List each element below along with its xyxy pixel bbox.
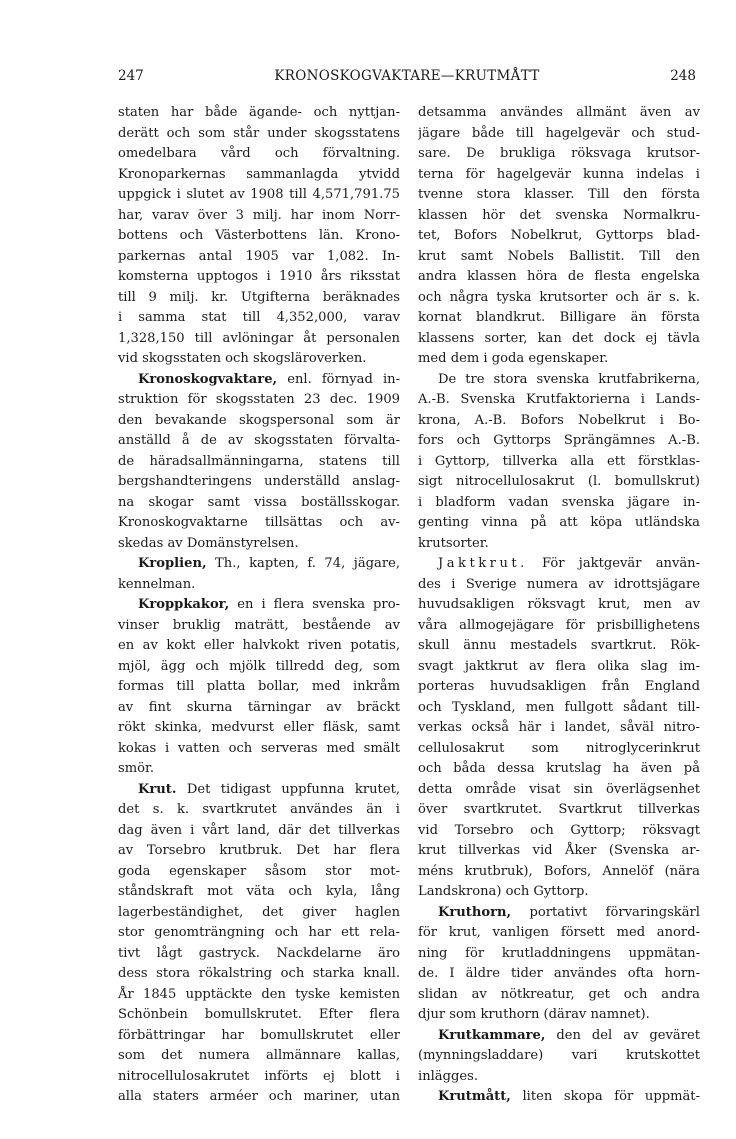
text-line bbox=[418, 1005, 700, 1026]
line-text: klassen hör det svenska Normalkru- bbox=[418, 207, 700, 223]
line-text: parkernas antal 1905 var 1,082. In- bbox=[118, 248, 400, 264]
line-text: förbättringar har bomullskrutet eller bbox=[118, 1027, 400, 1043]
text-line bbox=[118, 185, 400, 206]
entry-headword: Krutmått, bbox=[438, 1089, 511, 1104]
text-line bbox=[118, 144, 400, 165]
line-text: Det tidigast uppfunna krutet, bbox=[176, 781, 400, 797]
line-text: över svartkrutet. Svartkrut tillverkas bbox=[418, 802, 700, 817]
line-text: 1,328,150 till avlöningar åt personalen bbox=[118, 330, 400, 346]
entry-headword: Kroppkakor, bbox=[138, 597, 230, 612]
line-text: (mynningsladdare) vari krutskottet bbox=[418, 1048, 700, 1063]
text-line bbox=[118, 103, 400, 124]
line-text: vid Torsebro och Gyttorp; röksvagt bbox=[418, 822, 700, 838]
line-text: av Torsebro krutbruk. Det har flera bbox=[118, 843, 400, 858]
line-text: de häradsallmänningarna, statens till bbox=[118, 453, 400, 469]
entry-headword: Kroplien, bbox=[138, 556, 207, 571]
line-text: mjöl, ägg och mjölk tillredd deg, som bbox=[118, 658, 400, 674]
text-line bbox=[418, 985, 700, 1006]
line-text: för krut, vanligen försett med anord- bbox=[418, 925, 700, 940]
entry-headword: Kruthorn, bbox=[438, 904, 512, 920]
text-line bbox=[118, 493, 400, 514]
text-line bbox=[418, 923, 700, 944]
text-line bbox=[418, 288, 700, 309]
text-line bbox=[418, 431, 700, 452]
line-text: bottens och Västerbottens län. Krono- bbox=[118, 228, 400, 243]
line-text: ståndskraft mot väta och kyla, lång bbox=[118, 884, 400, 899]
line-text: Landskrona) och Gyttorp. bbox=[418, 884, 589, 899]
line-text: des i Sverige numera av idrottsjägare bbox=[418, 576, 700, 592]
line-text: Kronoparkernas sammanlagda ytvidd bbox=[118, 166, 400, 182]
line-text: porteras huvudsakligen från England bbox=[418, 679, 700, 694]
line-text: verkas också här i landet, såväl nitro- bbox=[418, 720, 700, 735]
line-text: i samma stat till 4,352,000, varav bbox=[118, 310, 400, 325]
line-text: det s. k. svartkrutet användes än i bbox=[118, 802, 400, 817]
line-text: andra klassen höra de flesta engelska bbox=[418, 269, 700, 284]
line-text: För jaktgevär använ- bbox=[527, 556, 700, 571]
line-text: formas till platta bollar, med inkråm bbox=[118, 679, 400, 694]
text-line bbox=[118, 165, 400, 186]
text-line bbox=[418, 267, 700, 288]
line-text: kornat blandkrut. Billigare än första bbox=[418, 310, 700, 325]
line-text: tet, Bofors Nobelkrut, Gyttorps blad- bbox=[418, 228, 700, 243]
text-line bbox=[418, 677, 700, 698]
line-text: och Tyskland, men fullgott sådant till- bbox=[418, 699, 700, 715]
text-line bbox=[118, 554, 400, 575]
line-text: har, varav över 3 milj. har inom Norr- bbox=[118, 207, 400, 223]
line-text: tvenne stora klasser. Till den första bbox=[418, 187, 700, 202]
text-line bbox=[418, 226, 700, 247]
text-line bbox=[118, 206, 400, 227]
line-text: ning för krutladdningens uppmätan- bbox=[418, 945, 700, 961]
text-line bbox=[418, 862, 700, 883]
text-line bbox=[118, 308, 400, 329]
running-title: KRONOSKOGVAKTARE—KRUTMÅTT bbox=[274, 68, 540, 84]
text-line bbox=[418, 370, 700, 391]
line-text: djur som kruthorn (därav namnet). bbox=[418, 1007, 650, 1022]
line-text: jägare både till hagelgevär och stud- bbox=[418, 125, 700, 141]
text-line bbox=[418, 944, 700, 965]
line-text: en av kokt eller halvkokt riven potatis, bbox=[118, 638, 400, 653]
text-line bbox=[418, 493, 700, 514]
page-number-left: 247 bbox=[118, 68, 144, 84]
text-line bbox=[118, 370, 400, 391]
line-text: bergshandteringens underställd anslag- bbox=[118, 474, 400, 489]
line-text: kokas i vatten och serveras med smält bbox=[118, 740, 400, 756]
text-line bbox=[118, 349, 400, 370]
text-line bbox=[418, 1087, 700, 1108]
text-line bbox=[118, 534, 400, 555]
text-line bbox=[418, 903, 700, 924]
text-line bbox=[118, 288, 400, 309]
line-text: sigt nitrocellulosakrut (l. bomullskrut) bbox=[418, 474, 700, 489]
text-line bbox=[118, 1005, 400, 1026]
line-text: med dem i goda egenskaper. bbox=[418, 351, 609, 366]
text-line bbox=[118, 1067, 400, 1088]
left-column bbox=[118, 103, 400, 1108]
line-text: skedas av Domänstyrelsen. bbox=[118, 535, 299, 551]
line-text: krut tillverkas vid Åker (Svenska ar- bbox=[418, 843, 700, 858]
text-line bbox=[118, 124, 400, 145]
line-text: vinser bruklig maträtt, bestående av bbox=[118, 617, 400, 633]
line-text: terna för hagelgevär kunna indelas i bbox=[418, 166, 700, 182]
text-line bbox=[118, 677, 400, 698]
line-text: struktion för skogsstaten 23 dec. 1909 bbox=[118, 392, 400, 407]
line-text: smör. bbox=[118, 761, 155, 776]
text-line bbox=[418, 513, 700, 534]
text-line bbox=[418, 103, 700, 124]
line-text: staten har både ägande- och nyttjan- bbox=[118, 105, 400, 120]
line-text: nitrocellulosakrutet införts ej blott i bbox=[118, 1068, 400, 1084]
text-line bbox=[118, 657, 400, 678]
text-line bbox=[418, 718, 700, 739]
line-text: detta område visat sin överlägsenhet bbox=[418, 781, 700, 797]
text-line bbox=[418, 390, 700, 411]
line-text: och några tyska krutsorter och är s. k. bbox=[418, 289, 700, 305]
text-line bbox=[118, 944, 400, 965]
text-line bbox=[118, 882, 400, 903]
line-text: rökt skinka, medvurst eller fläsk, samt bbox=[118, 720, 400, 735]
text-line bbox=[118, 575, 400, 596]
line-text: alla staters arméer och mariner, utan bbox=[118, 1089, 400, 1104]
line-text: krutsorter. bbox=[418, 535, 489, 551]
text-line bbox=[118, 595, 400, 616]
line-text: tivt lågt gastryck. Nackdelarne äro bbox=[118, 945, 400, 961]
line-text: na skogar samt vissa boställsskogar. bbox=[118, 494, 400, 510]
text-line bbox=[418, 452, 700, 473]
line-text: klassens sorter, kan det dock ej tävla bbox=[418, 330, 700, 346]
line-text: anställd å de av skogsstaten förvalta- bbox=[118, 433, 400, 448]
line-text: våra allmogejägare för prisbillighetens bbox=[418, 617, 700, 633]
running-header bbox=[118, 68, 696, 92]
text-line bbox=[118, 800, 400, 821]
line-text: huvudsakligen röksvagt krut, men av bbox=[418, 597, 700, 612]
line-text: krut samt Nobels Ballistit. Till den bbox=[418, 248, 700, 264]
text-line bbox=[118, 329, 400, 350]
text-line bbox=[118, 698, 400, 719]
line-text: méns krutbruk), Bofors, Annelöf (nära bbox=[418, 863, 700, 879]
text-line bbox=[118, 923, 400, 944]
text-line bbox=[118, 739, 400, 760]
text-line bbox=[418, 657, 700, 678]
text-line bbox=[118, 964, 400, 985]
text-line bbox=[118, 390, 400, 411]
text-line bbox=[418, 534, 700, 555]
line-text: goda egenskaper såsom stor mot- bbox=[118, 863, 400, 879]
text-line bbox=[118, 616, 400, 637]
text-line bbox=[418, 698, 700, 719]
text-line bbox=[418, 308, 700, 329]
text-line bbox=[118, 780, 400, 801]
text-line bbox=[418, 841, 700, 862]
text-line bbox=[418, 759, 700, 780]
line-text: i bladform vadan svenska jägare in- bbox=[418, 494, 700, 510]
text-line bbox=[118, 1087, 400, 1108]
line-text: slidan av nötkreatur, get och andra bbox=[418, 986, 700, 1002]
line-text: sare. De brukliga röksvaga krutsor- bbox=[418, 146, 700, 161]
line-text: den bevakande skogspersonal som är bbox=[118, 412, 400, 428]
text-line bbox=[418, 739, 700, 760]
line-text: den del av geväret bbox=[545, 1027, 700, 1043]
text-line bbox=[118, 1046, 400, 1067]
line-text: enl. förnyad in- bbox=[277, 371, 400, 387]
text-line bbox=[418, 472, 700, 493]
line-text: portativt förvaringskärl bbox=[511, 904, 700, 920]
line-text: fors och Gyttorps Sprängämnes A.-B. bbox=[418, 433, 700, 448]
line-text: lagerbeständighet, det giver haglen bbox=[118, 904, 400, 920]
line-text: omedelbara vård och förvaltning. bbox=[118, 146, 400, 161]
text-line bbox=[118, 247, 400, 268]
text-line bbox=[418, 185, 700, 206]
spaced-subheading: Jaktkrut. bbox=[438, 556, 528, 571]
text-line bbox=[418, 595, 700, 616]
line-text: uppgick i slutet av 1908 till 4,571,791.75 bbox=[118, 187, 400, 202]
text-line bbox=[118, 841, 400, 862]
text-line bbox=[418, 247, 700, 268]
text-line bbox=[418, 124, 700, 145]
text-line bbox=[418, 1046, 700, 1067]
line-text: som det numera allmännare kallas, bbox=[118, 1048, 400, 1063]
text-line bbox=[418, 1026, 700, 1047]
text-line bbox=[418, 800, 700, 821]
text-line bbox=[118, 513, 400, 534]
text-line bbox=[418, 882, 700, 903]
text-line bbox=[418, 554, 700, 575]
line-text: Kronoskogvaktarne tillsättas och av- bbox=[118, 515, 400, 530]
text-line bbox=[418, 349, 700, 370]
text-line bbox=[118, 411, 400, 432]
text-line bbox=[418, 636, 700, 657]
page-number-right: 248 bbox=[670, 68, 696, 84]
text-line bbox=[118, 267, 400, 288]
text-line bbox=[418, 411, 700, 432]
line-text: i Gyttorp, tillverka alla ett förstklas- bbox=[418, 453, 700, 469]
line-text: inlägges. bbox=[418, 1068, 479, 1084]
text-line bbox=[418, 206, 700, 227]
text-line bbox=[118, 821, 400, 842]
text-line bbox=[118, 472, 400, 493]
line-text: till 9 milj. kr. Utgifterna beräknades bbox=[118, 289, 400, 305]
text-line bbox=[118, 903, 400, 924]
line-text: de. I äldre tider användes ofta horn- bbox=[418, 966, 700, 981]
text-line bbox=[118, 1026, 400, 1047]
line-text: liten skopa för uppmät- bbox=[510, 1089, 700, 1104]
text-line bbox=[418, 964, 700, 985]
line-text: vid skogsstaten och skogsläroverken. bbox=[118, 351, 367, 366]
text-line bbox=[118, 862, 400, 883]
line-text: skull ännu mestadels svartkrut. Rök- bbox=[418, 638, 700, 653]
text-line bbox=[418, 165, 700, 186]
line-text: en i flera svenska pro- bbox=[229, 597, 400, 612]
line-text: kennelman. bbox=[118, 576, 196, 592]
text-line bbox=[418, 780, 700, 801]
line-text: Schönbein bomullskrutet. Efter flera bbox=[118, 1007, 400, 1022]
text-line bbox=[118, 985, 400, 1006]
line-text: A.-B. Svenska Krutfaktorierna i Lands- bbox=[418, 392, 700, 407]
line-text: dess stora rökalstring och starka knall. bbox=[118, 966, 400, 981]
line-text: komsterna upptogos i 1910 års riksstat bbox=[118, 269, 400, 284]
text-line bbox=[418, 329, 700, 350]
line-text: derätt och som står under skogsstatens bbox=[118, 125, 400, 141]
text-line bbox=[118, 431, 400, 452]
text-line bbox=[118, 718, 400, 739]
line-text: genting vinna på att köpa utländska bbox=[418, 515, 700, 530]
line-text: av fint skurna tärningar av bräckt bbox=[118, 699, 400, 715]
text-line bbox=[418, 575, 700, 596]
line-text: cellulosakrut som nitroglycerinkrut bbox=[418, 740, 700, 756]
text-line bbox=[418, 616, 700, 637]
line-text: De tre stora svenska krutfabrikerna, bbox=[438, 371, 700, 387]
entry-headword: Krut. bbox=[138, 781, 177, 797]
text-line bbox=[418, 821, 700, 842]
line-text: svagt jaktkrut av flera olika slag im- bbox=[418, 658, 700, 674]
line-text: detsamma användes allmänt även av bbox=[418, 105, 700, 120]
text-line bbox=[118, 759, 400, 780]
entry-headword: Kronoskogvaktare, bbox=[138, 371, 278, 387]
line-text: dag även i vårt land, där det tillverkas bbox=[118, 822, 400, 838]
line-text: Th., kapten, f. 74, jägare, bbox=[206, 556, 400, 571]
line-text: och båda dessa krutslag ha även på bbox=[418, 761, 700, 776]
text-line bbox=[418, 144, 700, 165]
line-text: krona, A.-B. Bofors Nobelkrut i Bo- bbox=[418, 412, 700, 428]
text-line bbox=[418, 1067, 700, 1088]
right-column bbox=[418, 103, 700, 1108]
text-line bbox=[118, 452, 400, 473]
text-line bbox=[118, 636, 400, 657]
line-text: År 1845 upptäckte den tyske kemisten bbox=[118, 986, 400, 1002]
entry-headword: Krutkammare, bbox=[438, 1027, 546, 1043]
line-text: stor genomträngning och har ett rela- bbox=[118, 925, 400, 940]
text-line bbox=[118, 226, 400, 247]
